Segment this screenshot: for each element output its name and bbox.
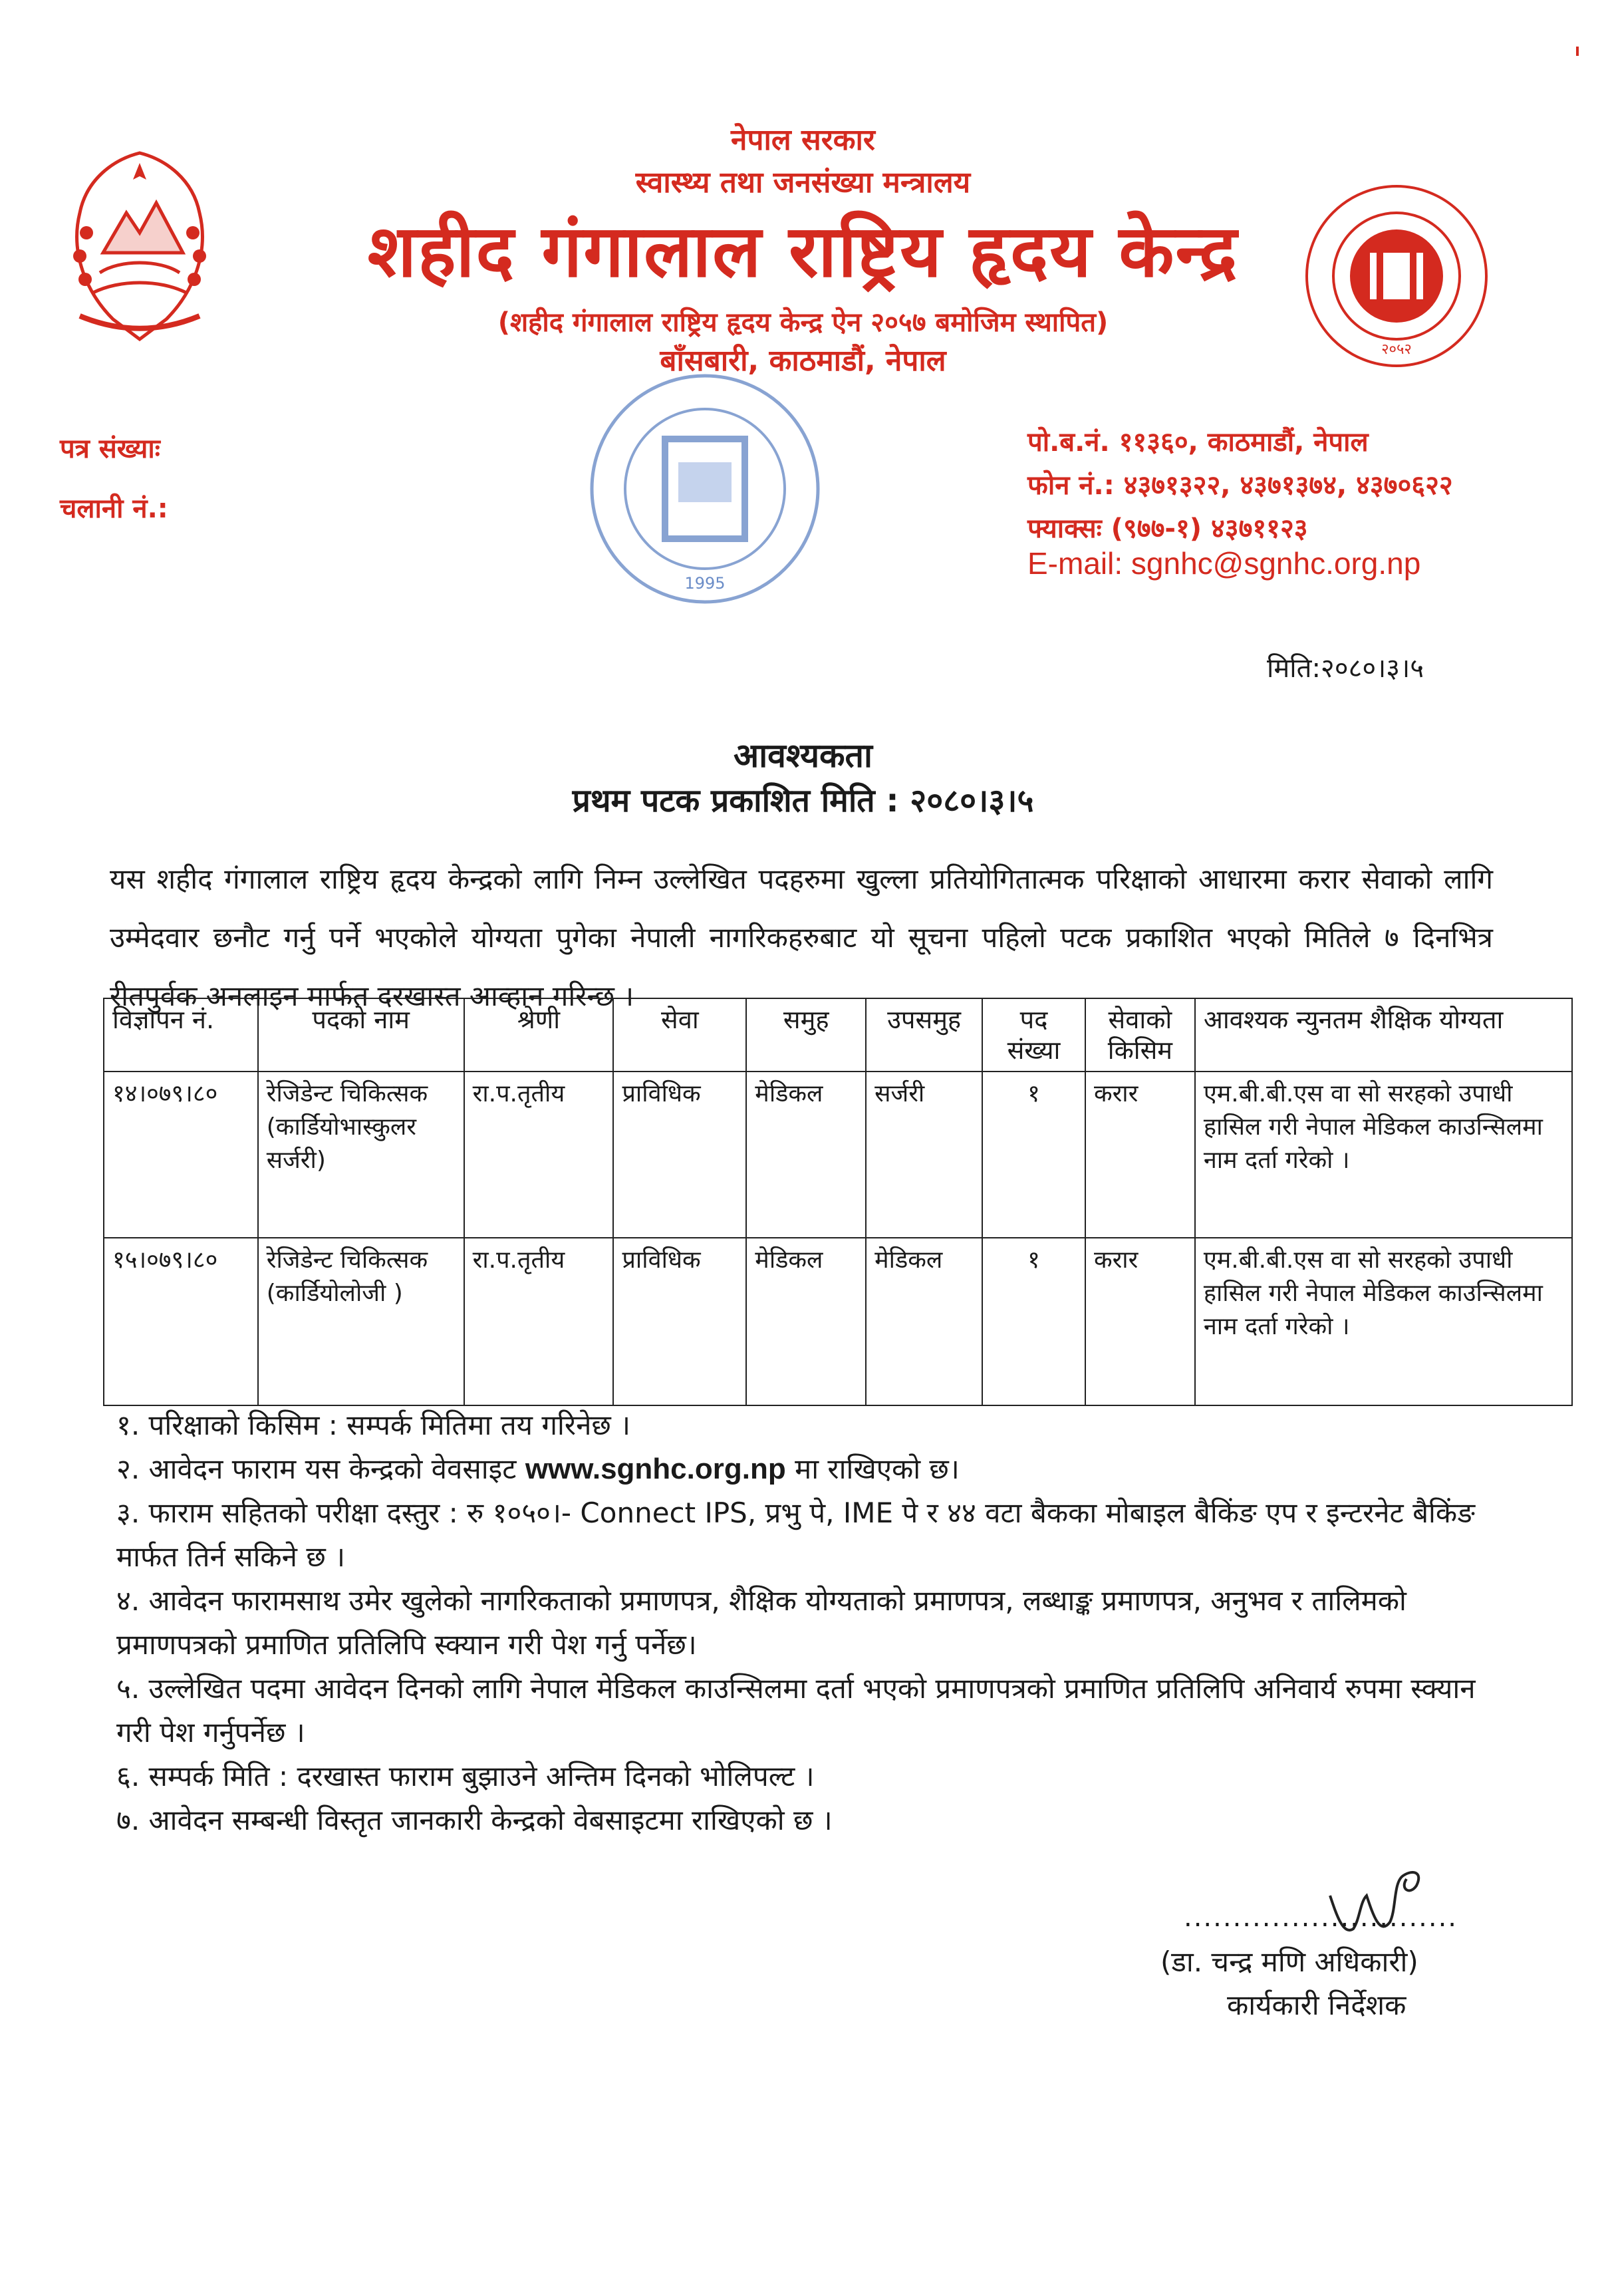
header-qualification: आवश्यक न्युनतम शैक्षिक योग्यता [1195,998,1572,1072]
website-link[interactable]: www.sgnhc.org.np [525,1453,786,1485]
intro-paragraph: यस शहीद गंगालाल राष्ट्रिय हृदय केन्द्रको लागि निम्न उल्लेखित पदहरुमा खुल्ला प्रतियोगितात्मक परिक्षाको आधारमा करार सेवाको लागि उम्मेदवार छनौट गर्नु पर्ने भएकोले योग्यता पुगेका नेपाली नागरिकहरुबाट यो सूचना पहिलो पटक प्रकाशित भएको मितिले ७ दिनभित्र रीतपुर्वक अनलाइन मार्फत दरखास्त आव्हान गरिन्छ । [110,863,1493,1012]
header-ad-number: विज्ञापन नं. [104,998,258,1072]
header-post-name: पदको नाम [258,998,464,1072]
signatory-designation: कार्यकारी निर्देशक [1227,1989,1406,2021]
note-4: ४. आवेदन फारामसाथ उमेर खुलेको नागरिकताको प्रमाणपत्र, शैक्षिक योग्यताको प्रमाणपत्र, लब्धाङ्क प्रमाणपत्र, अनुभव र तालिमको प्रमाणपत्रको प्रमाणित प्रतिलिपि स्क्यान गरी पेश गर्नु पर्नेछ। [116,1584,1406,1661]
government-name: नेपाल सरकार [731,123,875,157]
note-2 [116,1447,1486,1491]
first-published-date: प्रथम पटक प्रकाशित मिति : २०८०।३।५ [572,782,1034,819]
header-subgroup: उपसमुह [866,998,982,1072]
heart-centre-stamp-icon [585,369,825,609]
level: रा.प.तृतीय [464,1238,614,1405]
seal-year: २०५२ [1381,341,1412,358]
ad-number: १४।०७९।८० [104,1072,258,1238]
group: मेडिकल [746,1072,866,1238]
signature-line: ............................ [1184,1902,1458,1933]
letter-number-label: पत्र संख्याः [60,434,160,464]
stamp-year: 1995 [684,574,726,593]
qualification: एम.बी.बी.एस वा सो सरहको उपाधी हासिल गरी नेपाल मेडिकल काउन्सिलमा नाम दर्ता गरेको । [1195,1238,1572,1405]
ministry-name: स्वास्थ्य तथा जनसंख्या मन्त्रालय [635,166,971,200]
note-2-end: मा राखिएको छ। [785,1453,960,1485]
note-7: ७. आवेदन सम्बन्धी विस्तृत जानकारी केन्द्रको वेबसाइटमा राखिएको छ । [116,1804,833,1836]
header-service-type: सेवाको किसिम [1085,998,1195,1072]
service: प्राविधिक [613,1072,746,1238]
table-row [104,1238,1572,1405]
margin-mark [1576,47,1579,56]
service-type: करार [1085,1238,1195,1405]
vacancy-table [103,998,1573,1406]
group: मेडिकल [746,1238,866,1405]
table-row [104,1072,1572,1238]
note-2-text: २. आवेदन फाराम यस केन्द्रको वेवसाइट [116,1453,525,1485]
letter-date: मिति:२०८०।३।५ [1267,653,1424,684]
post-count: १ [982,1072,1085,1238]
dispatch-number-label: चलानी नं.: [60,494,168,524]
service-type: करार [1085,1072,1195,1238]
header-post-count: पद संख्या [982,998,1085,1072]
note-3: ३. फाराम सहितको परीक्षा दस्तुर : रु १०५०।- Connect IPS, प्रभु पे, IME पे र ४४ वटा बैकका मोबाइल बैकिंङ एप र इन्टरनेट बैकिंङ मार्फत तिर्न सकिने छ । [116,1497,1475,1573]
header-group: समुह [746,998,866,1072]
email-address: E-mail: sgnhc@sgnhc.org.np [1027,546,1421,581]
notice-title: आवश्यकता [734,736,872,775]
header-service: सेवा [613,998,746,1072]
po-box: पो.ब.नं. ११३६०, काठमाडौं, नेपाल [1027,427,1369,458]
organization-seal-icon [1300,180,1493,372]
subgroup: मेडिकल [866,1238,982,1405]
header-level: श्रेणी [464,998,614,1072]
organization-address: बाँसबारी, काठमाडौं, नेपाल [660,344,946,378]
table-header-row [104,998,1572,1072]
post-name: रेजिडेन्ट चिकित्सक (कार्डियोलोजी ) [258,1238,464,1405]
ad-number: १५।०७९।८० [104,1238,258,1405]
signatory-name: (डा. चन्द्र मणि अधिकारी) [1160,1945,1418,1978]
level: रा.प.तृतीय [464,1072,614,1238]
notes-list [116,1403,1486,1842]
establishment-note: (शहीद गंगालाल राष्ट्रिय हृदय केन्द्र ऐन २०५७ बमोजिम स्थापित) [497,307,1109,338]
qualification: एम.बी.बी.एस वा सो सरहको उपाधी हासिल गरी नेपाल मेडिकल काउन्सिलमा नाम दर्ता गरेको । [1195,1072,1572,1238]
post-count: १ [982,1238,1085,1405]
note-1: १. परिक्षाको किसिम : सम्पर्क मितिमा तय गरिनेछ । [116,1409,631,1441]
note-5: ५. उल्लेखित पदमा आवेदन दिनको लागि नेपाल मेडिकल काउन्सिलमा दर्ता भएको प्रमाणपत्रको प्रमाणित प्रतिलिपि अनिवार्य रुपमा स्क्यान गरी पेश गर्नुपर्नेछ । [116,1672,1476,1749]
fax-number: फ्याक्सः (९७७-१) ४३७११२३ [1027,513,1308,544]
post-name: रेजिडेन्ट चिकित्सक (कार्डियोभास्कुलर सर्जरी) [258,1072,464,1238]
organization-name: शहीद गंगालाल राष्ट्रिय हृदय केन्द्र [367,210,1239,293]
subgroup: सर्जरी [866,1072,982,1238]
note-6: ६. सम्पर्क मिति : दरखास्त फाराम बुझाउने अन्तिम दिनको भोलिपल्ट । [116,1760,815,1793]
phone-numbers: फोन नं.: ४३७१३२२, ४३७१३७४, ४३७०६२२ [1027,470,1453,501]
service: प्राविधिक [613,1238,746,1405]
